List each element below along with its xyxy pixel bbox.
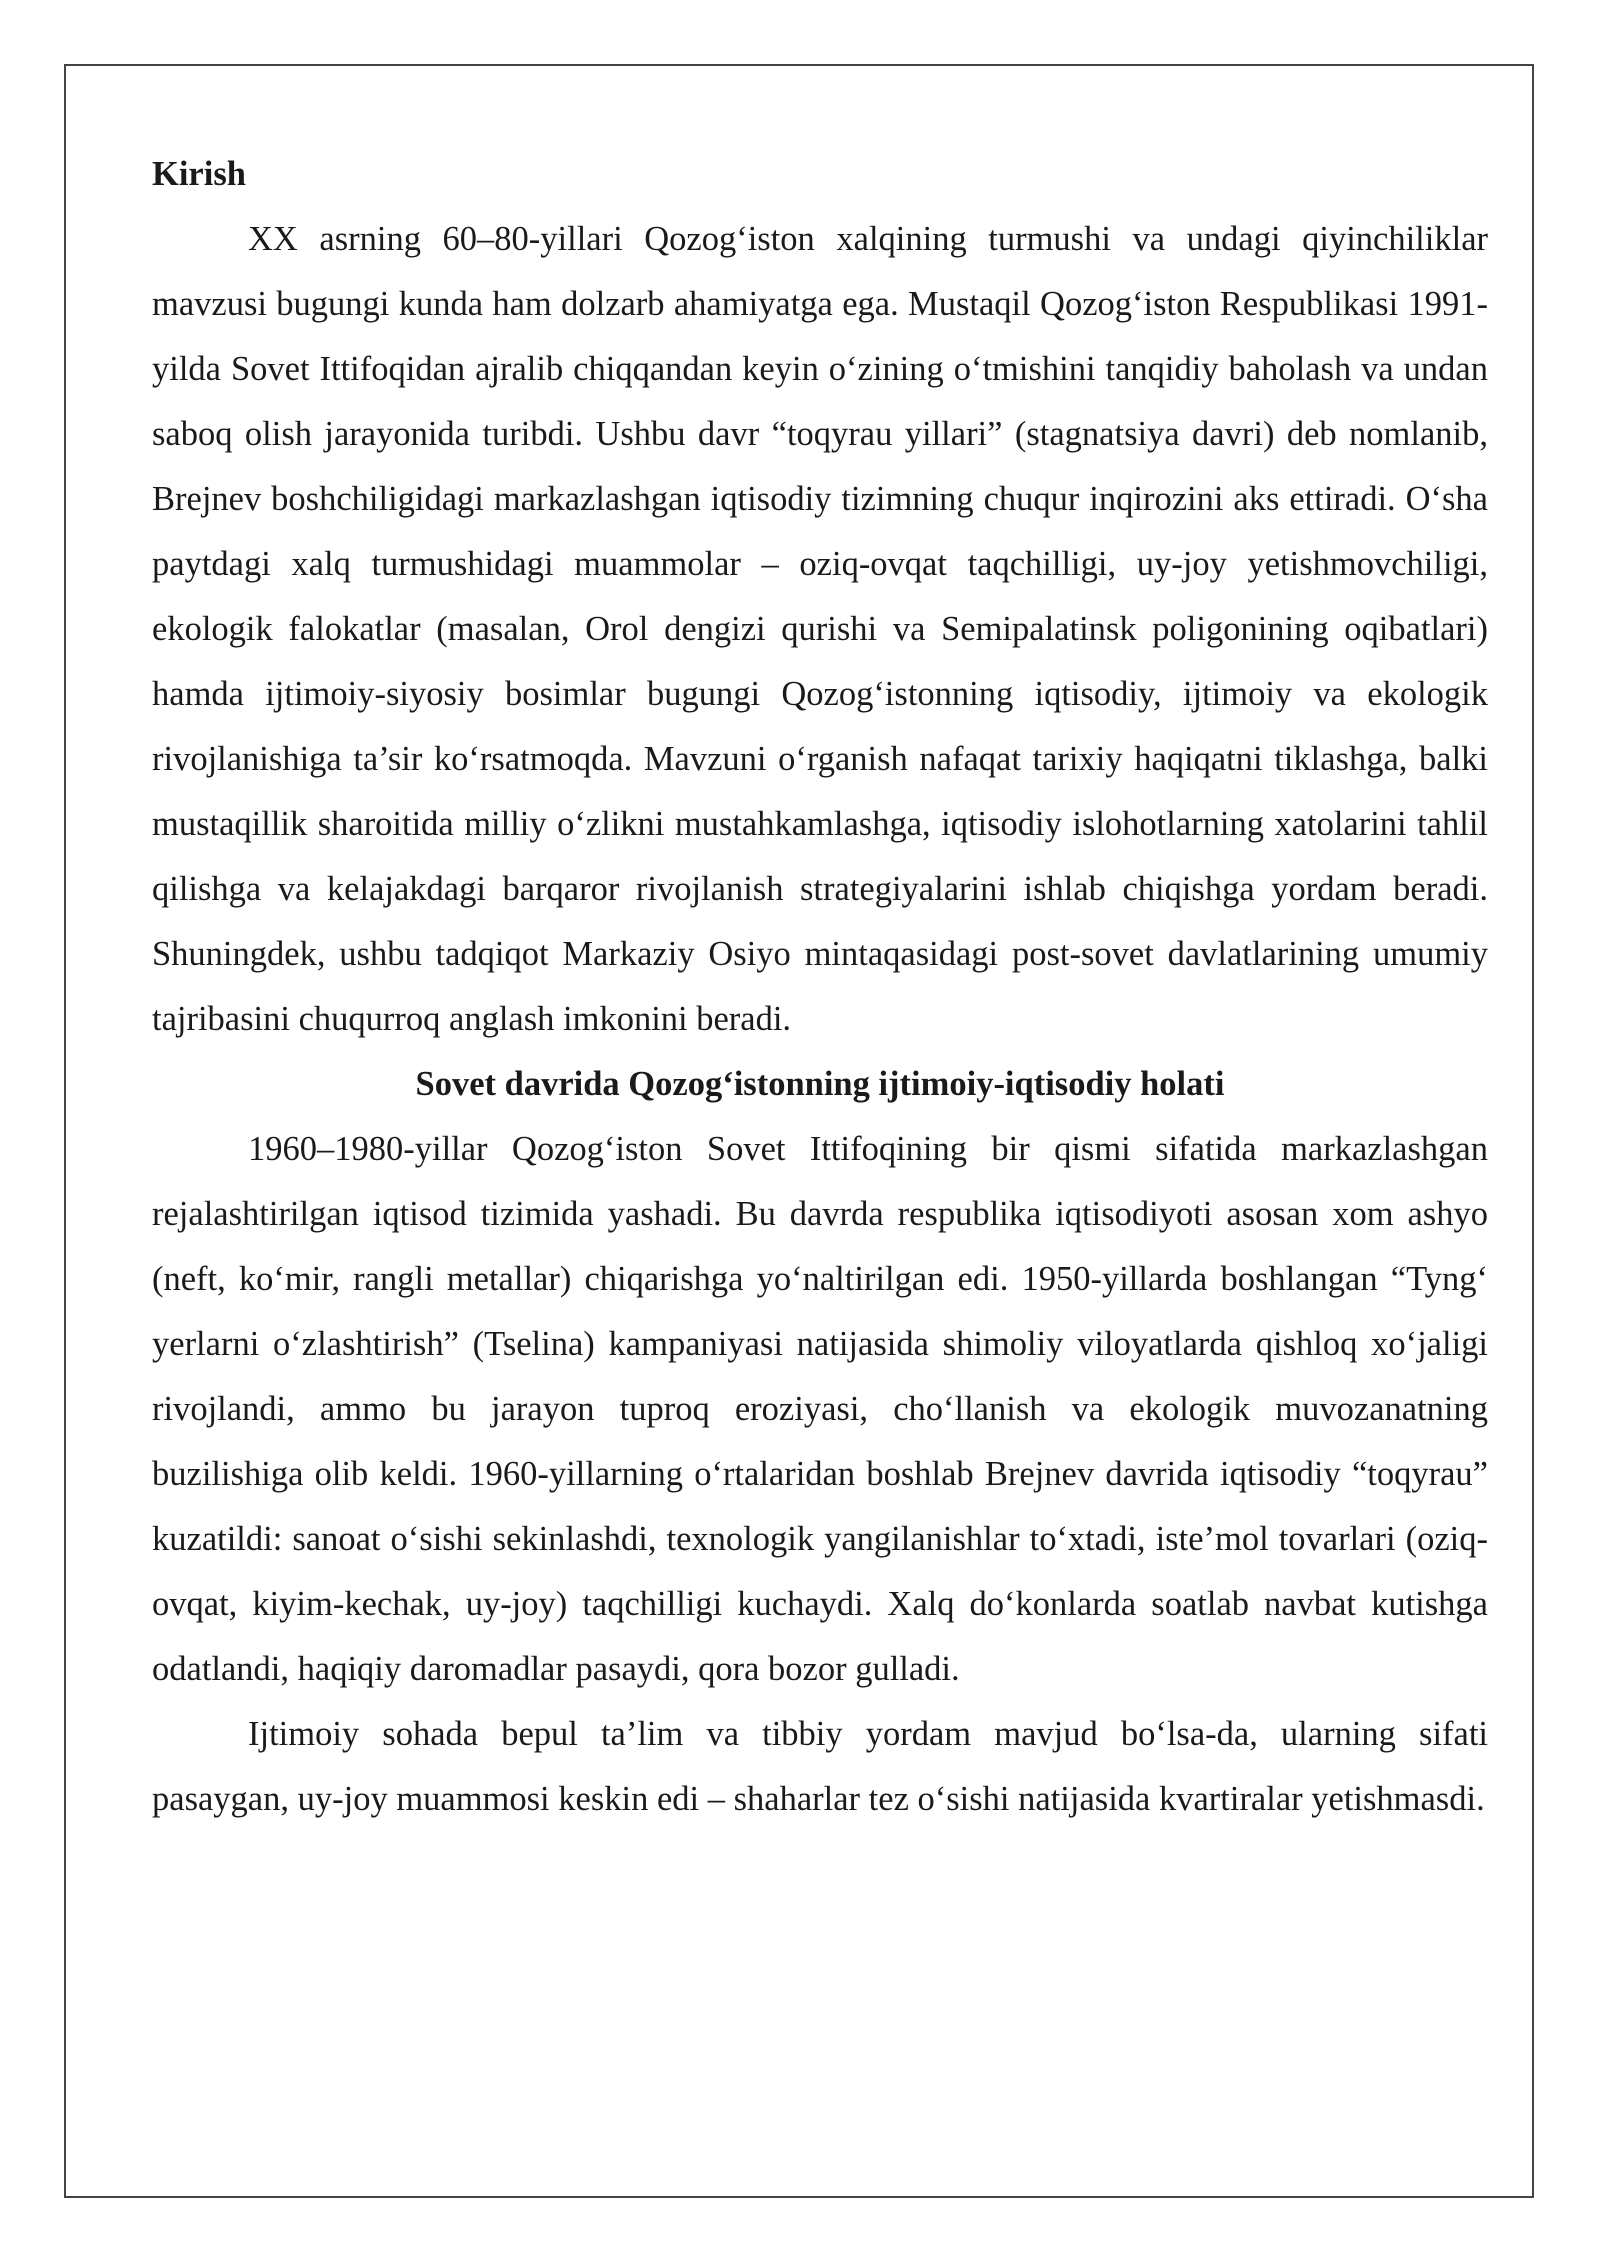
section-heading: Sovet davrida Qozog‘istonning ijtimoiy-iqtisodiy holati xyxy=(415,1065,1225,1103)
document-body xyxy=(152,142,1488,1832)
section-paragraph-2: Ijtimoiy sohada bepul ta’lim va tibbiy yordam mavjud bo‘lsa-da, ularning sifati pasaygan, uy-joy muammosi keskin edi – shaharlar tez o‘sishi natijasida kvartiralar yetishmasdi. xyxy=(152,1715,1488,1818)
intro-heading: Kirish xyxy=(152,155,246,193)
intro-paragraph: XX asrning 60–80-yillari Qozog‘iston xalqining turmushi va undagi qiyinchiliklar mavzusi bugungi kunda ham dolzarb ahamiyatga ega. Mustaqil Qozog‘iston Respublikasi 1991-yilda Sovet Ittifoqidan ajralib chiqqandan keyin o‘zining o‘tmishini tanqidiy baholash va undan saboq olish jarayonida turibdi. Ushbu davr “toqyrau yillari” (stagnatsiya davri) deb nomlanib, Brejnev boshchiligidagi markazlashgan iqtisodiy tizimning chuqur inqirozini aks ettiradi. O‘sha paytdagi xalq turmushidagi muammolar – oziq-ovqat taqchilligi, uy-joy yetishmovchiligi, ekologik falokatlar (masalan, Orol dengizi qurishi va Semipalatinsk poligonining oqibatlari) hamda ijtimoiy-siyosiy bosimlar bugungi Qozog‘istonning iqtisodiy, ijtimoiy va ekologik rivojlanishiga ta’sir ko‘rsatmoqda. Mavzuni o‘rganish nafaqat tarixiy haqiqatni tiklashga, balki mustaqillik sharoitida milliy o‘zlikni mustahkamlashga, iqtisodiy islohotlarning xatolarini tahlil qilishga va kelajakdagi barqaror rivojlanish strategiyalarini ishlab chiqishga yordam beradi. Shuningdek, ushbu tadqiqot Markaziy Osiyo mintaqasidagi post-sovet davlatlarining umumiy tajribasini chuqurroq anglash imkonini beradi. xyxy=(152,220,1488,1038)
section-paragraph-1: 1960–1980-yillar Qozog‘iston Sovet Ittifoqining bir qismi sifatida markazlashgan rejalashtirilgan iqtisod tizimida yashadi. Bu davrda respublika iqtisodiyoti asosan xom ashyo (neft, ko‘mir, rangli metallar) chiqarishga yo‘naltirilgan edi. 1950-yillarda boshlangan “Tyng‘ yerlarni o‘zlashtirish” (Tselina) kampaniyasi natijasida shimoliy viloyatlarda qishloq xo‘jaligi rivojlandi, ammo bu jarayon tuproq eroziyasi, cho‘llanish va ekologik muvozanatning buzilishiga olib keldi. 1960-yillarning o‘rtalaridan boshlab Brejnev davrida iqtisodiy “toqyrau” kuzatildi: sanoat o‘sishi sekinlashdi, texnologik yangilanishlar to‘xtadi, iste’mol tovarlari (oziq-ovqat, kiyim-kechak, uy-joy) taqchilligi kuchaydi. Xalq do‘konlarda soatlab navbat kutishga odatlandi, haqiqiy daromadlar pasaydi, qora bozor gulladi. xyxy=(152,1130,1488,1688)
